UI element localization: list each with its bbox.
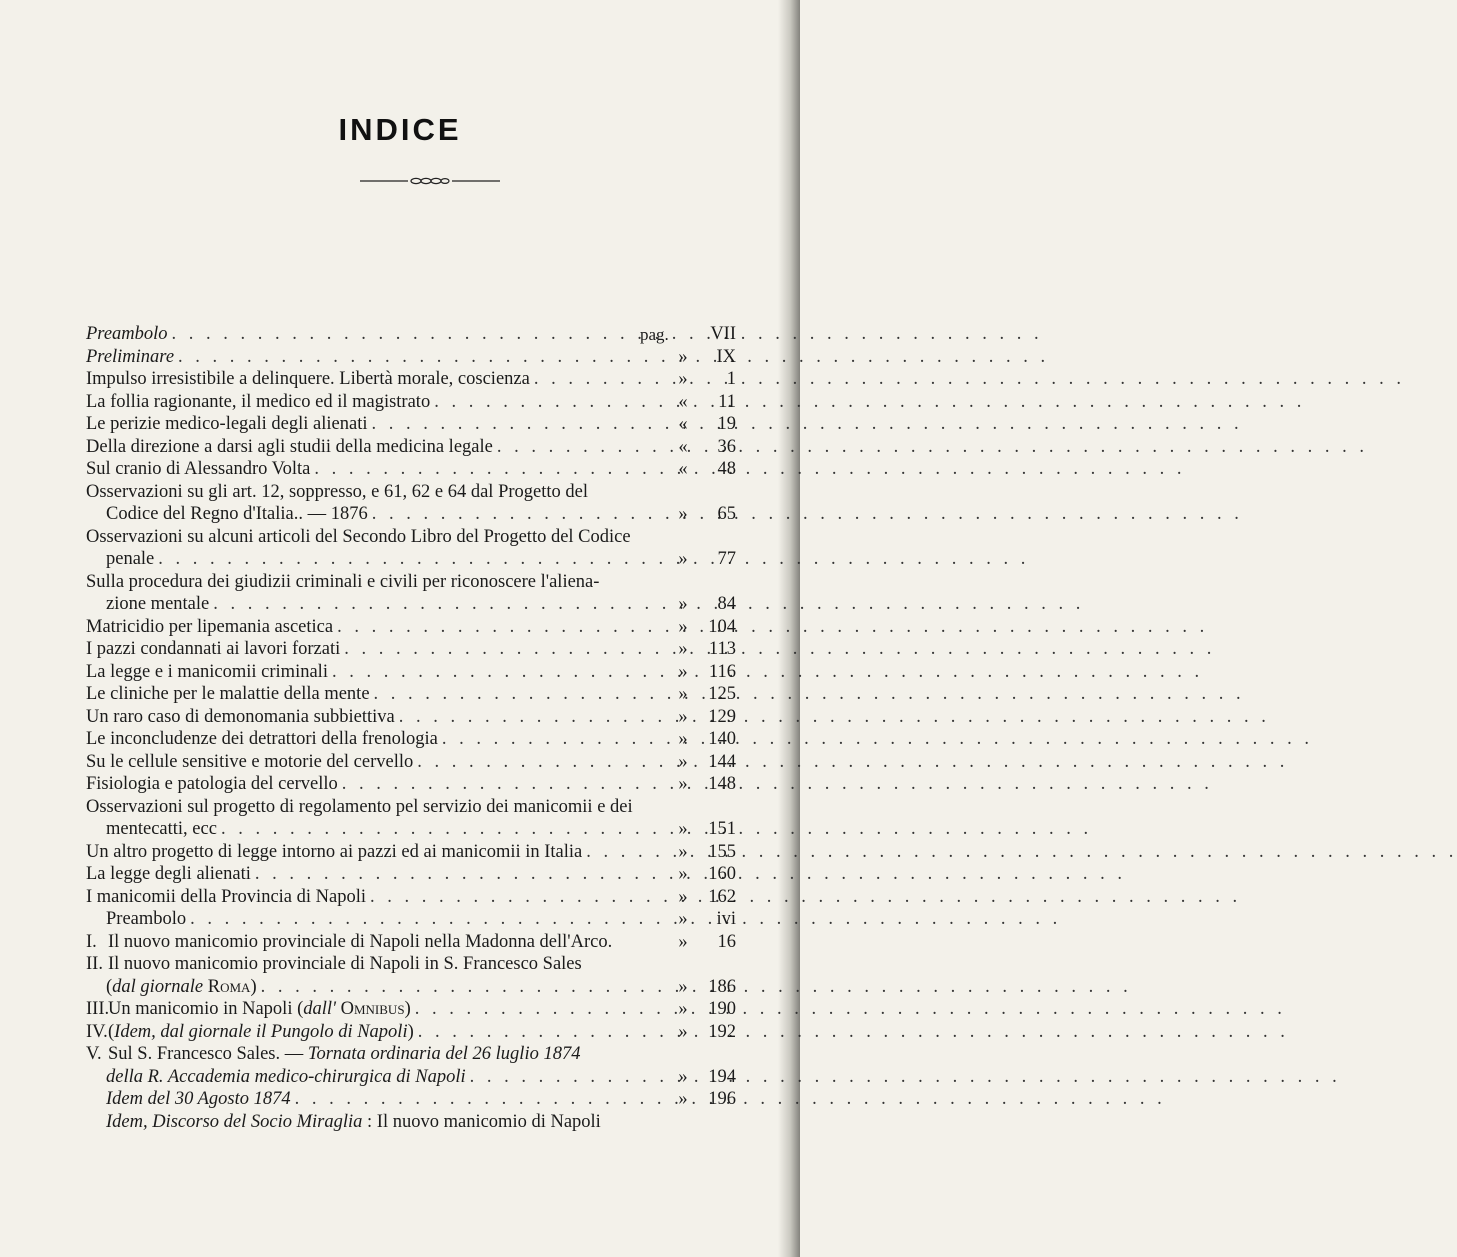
page-number: 186 bbox=[708, 976, 736, 997]
page-number: 155 bbox=[708, 841, 736, 862]
toc-entry-text: (Idem, dal giornale il Pungolo di Napoli) bbox=[108, 1021, 414, 1042]
toc-entry-title bbox=[106, 593, 209, 616]
toc-entry-title bbox=[106, 503, 368, 526]
page-number: 11 bbox=[718, 391, 736, 412]
toc-entry-title bbox=[106, 908, 186, 931]
divider-ornament bbox=[360, 177, 500, 185]
toc-entry bbox=[86, 1021, 736, 1044]
toc-entry-text: Idem del 30 Agosto 1874 bbox=[106, 1089, 291, 1109]
ditto-mark: » bbox=[678, 1066, 688, 1087]
toc-entry-title bbox=[86, 526, 631, 549]
toc-entry-title bbox=[86, 616, 333, 639]
toc-entry bbox=[86, 368, 736, 391]
toc-entry-title bbox=[86, 773, 338, 796]
toc-entry-text: Le inconcludenze dei detrattori della frenologia bbox=[86, 729, 438, 749]
dot-leader bbox=[337, 616, 668, 639]
toc-entry-title bbox=[86, 751, 413, 774]
ditto-mark: « bbox=[678, 436, 688, 457]
toc-entry-text: della R. Accademia medico-chirurgica di Napoli bbox=[106, 1066, 466, 1087]
toc-entry-text: Fisiologia e patologia del cervello bbox=[86, 774, 338, 794]
toc-entry-title bbox=[86, 841, 582, 864]
toc-entry-text: I manicomii della Provincia di Napoli bbox=[86, 886, 367, 907]
toc-entry-text: La legge e i manicomii criminali bbox=[86, 661, 328, 682]
ditto-mark: » bbox=[678, 886, 688, 907]
toc-entry-title bbox=[86, 1043, 580, 1066]
toc-entry-text: Il nuovo manicomio provinciale di Napoli in S. Francesco Sales bbox=[108, 954, 582, 974]
toc-entry bbox=[86, 593, 736, 616]
toc-entry bbox=[86, 706, 736, 729]
toc-entry-title bbox=[86, 323, 168, 346]
ditto-mark: » bbox=[678, 594, 688, 614]
ditto-mark: » bbox=[678, 684, 688, 704]
dot-leader bbox=[586, 841, 668, 864]
page-number: 129 bbox=[708, 706, 736, 727]
dot-leader bbox=[332, 661, 668, 684]
toc-entry bbox=[86, 526, 736, 549]
dot-leader bbox=[178, 346, 668, 369]
toc-entry-title bbox=[86, 481, 588, 504]
ditto-mark: » bbox=[678, 661, 688, 682]
toc-entry bbox=[86, 818, 736, 841]
page-number: 144 bbox=[708, 751, 736, 772]
toc-entry bbox=[86, 796, 736, 819]
toc-entry-number: III. bbox=[86, 999, 110, 1019]
toc-entry bbox=[86, 413, 736, 436]
ditto-mark: » bbox=[678, 774, 688, 794]
ditto-mark: « bbox=[678, 414, 688, 434]
dot-leader bbox=[534, 368, 668, 391]
page-number: 104 bbox=[708, 616, 736, 637]
toc-entry-text: Sulla procedura dei giudizii criminali e civili per riconoscere l'aliena- bbox=[86, 571, 600, 592]
ditto-mark: » bbox=[678, 976, 688, 997]
dot-leader bbox=[295, 1088, 668, 1111]
toc-entry-text: Un manicomio in Napoli (dall' Omnibus) bbox=[108, 999, 411, 1019]
toc-entry-text: Le cliniche per le malattie della mente bbox=[86, 684, 370, 704]
toc-entry-text: Osservazioni su alcuni articoli del Secondo Libro del Progetto del Codice bbox=[86, 526, 631, 547]
toc-entry bbox=[86, 683, 736, 706]
toc-entry-text: Preambolo bbox=[86, 324, 168, 344]
toc-entry bbox=[86, 571, 736, 594]
toc-entry-title bbox=[106, 548, 154, 571]
toc-entry-number: IV. bbox=[86, 1021, 108, 1042]
dot-leader bbox=[434, 391, 668, 414]
toc-entry-text: zione mentale bbox=[106, 594, 210, 614]
dot-leader bbox=[442, 728, 668, 751]
toc-entry bbox=[86, 773, 736, 796]
ditto-mark: » bbox=[678, 616, 688, 637]
toc-entry bbox=[86, 863, 736, 886]
page-number: 151 bbox=[708, 819, 736, 839]
page-number: 113 bbox=[708, 639, 736, 659]
dot-leader bbox=[370, 886, 668, 909]
page-number: 192 bbox=[708, 1021, 736, 1042]
ditto-mark: » bbox=[678, 1021, 688, 1042]
page-number: 77 bbox=[717, 549, 736, 569]
page-number: 48 bbox=[717, 459, 736, 479]
dot-leader bbox=[213, 593, 668, 616]
page-number: 116 bbox=[708, 661, 736, 682]
toc-entry-text: Il nuovo manicomio provinciale di Napoli nella Madonna dell'Arco. bbox=[108, 931, 613, 952]
toc-entry bbox=[86, 1111, 736, 1134]
toc-entry-text: Un altro progetto di legge intorno ai pazzi ed ai manicomii in Italia bbox=[86, 841, 583, 862]
toc-entry-text: Impulso irresistibile a delinquere. Libertà morale, coscienza bbox=[86, 369, 530, 389]
ditto-mark: « bbox=[678, 391, 688, 412]
toc-entry bbox=[86, 346, 736, 369]
toc-entry-title bbox=[86, 638, 340, 661]
toc-entry-title bbox=[86, 998, 411, 1021]
toc-entry-title bbox=[86, 728, 438, 751]
page-number: 140 bbox=[708, 729, 736, 749]
ditto-mark: » bbox=[678, 549, 688, 569]
ditto-mark: » bbox=[678, 729, 688, 749]
toc-entry-number: II. bbox=[86, 954, 103, 974]
toc-entry-title bbox=[106, 818, 217, 841]
page-number: ivi bbox=[716, 909, 736, 929]
dot-leader bbox=[497, 436, 668, 459]
toc-entry-title bbox=[86, 886, 366, 909]
toc-entry-title bbox=[106, 1066, 466, 1089]
toc-entry bbox=[86, 998, 736, 1021]
toc-entry bbox=[86, 481, 736, 504]
toc-entry-title bbox=[86, 863, 251, 886]
dot-leader bbox=[158, 548, 668, 571]
toc-entry-title bbox=[86, 436, 493, 459]
ditto-mark: » bbox=[678, 819, 688, 839]
page-number: 1 bbox=[726, 369, 736, 389]
toc-entry-title bbox=[86, 796, 633, 819]
toc-entry-text: Su le cellule sensitive e motorie del cervello bbox=[86, 751, 414, 772]
page-number: 84 bbox=[717, 594, 736, 614]
toc-entry bbox=[86, 503, 736, 526]
ditto-mark: » bbox=[678, 931, 688, 952]
toc-entry-text: Idem, Discorso del Socio Miraglia : Il nuovo manicomio di Napoli bbox=[106, 1111, 601, 1132]
toc-entry-text: Codice del Regno d'Italia.. — 1876 bbox=[106, 504, 368, 524]
toc-entry-title bbox=[106, 1088, 291, 1111]
page-column-label: pag. bbox=[640, 325, 669, 344]
dot-leader bbox=[371, 413, 668, 436]
dot-leader bbox=[190, 908, 668, 931]
toc-entry bbox=[86, 391, 736, 414]
toc-entry-title bbox=[106, 1111, 601, 1134]
toc-entry bbox=[86, 976, 736, 999]
ditto-mark: » bbox=[678, 1089, 688, 1109]
ditto-mark: » bbox=[678, 706, 688, 727]
toc-entry-text: mentecatti, ecc bbox=[106, 819, 217, 839]
page-number: 162 bbox=[708, 886, 736, 907]
toc-entry-title bbox=[86, 413, 367, 436]
dot-leader bbox=[172, 323, 668, 346]
toc-entry bbox=[86, 548, 736, 571]
dot-leader bbox=[418, 1021, 668, 1044]
page-number: 160 bbox=[708, 864, 736, 884]
page-number: 125 bbox=[708, 684, 736, 704]
dot-leader bbox=[399, 706, 668, 729]
toc-entry-title bbox=[106, 976, 257, 999]
dot-leader bbox=[221, 818, 668, 841]
toc-entry-number: V. bbox=[86, 1044, 102, 1064]
toc-entry bbox=[86, 1088, 736, 1111]
toc-entry bbox=[86, 953, 736, 976]
toc-entry-text: La follia ragionante, il medico ed il magistrato bbox=[86, 391, 431, 412]
toc-entry-title bbox=[86, 683, 370, 706]
toc-entry bbox=[86, 436, 736, 459]
toc-entry-title bbox=[86, 706, 395, 729]
toc-entry-text: Osservazioni su gli art. 12, soppresso, e 61, 62 e 64 dal Progetto del bbox=[86, 481, 588, 502]
toc-entry-title bbox=[86, 931, 612, 954]
toc-entry-text: Della direzione a darsi agli studii della medicina legale bbox=[86, 436, 493, 457]
dot-leader bbox=[342, 773, 668, 796]
toc-entry-text: Sul S. Francesco Sales. — Tornata ordinaria del 26 luglio 1874 bbox=[108, 1044, 581, 1064]
dot-leader bbox=[261, 976, 668, 999]
toc-entry bbox=[86, 1066, 736, 1089]
toc-entry-text: penale bbox=[106, 549, 155, 569]
dot-leader bbox=[417, 751, 668, 774]
toc-entry bbox=[86, 638, 736, 661]
ditto-mark: » bbox=[678, 346, 688, 367]
dot-leader bbox=[255, 863, 668, 886]
toc-entry bbox=[86, 661, 736, 684]
toc-entry-number: I. bbox=[86, 931, 97, 952]
toc-entry-text: Un raro caso di demonomania subbiettiva bbox=[86, 706, 395, 727]
page-number: 65 bbox=[717, 504, 736, 524]
page-title: INDICE bbox=[338, 112, 462, 147]
page-number: 148 bbox=[708, 774, 736, 794]
toc-entry bbox=[86, 323, 736, 346]
page-number: 16 bbox=[717, 931, 736, 952]
toc-entry-text: (dal giornale Roma) bbox=[106, 976, 257, 997]
toc-entry-title bbox=[86, 571, 599, 594]
toc-entry-text: La legge degli alienati bbox=[86, 864, 251, 884]
toc-entry-title bbox=[86, 346, 174, 369]
toc-entry-title bbox=[86, 391, 430, 414]
toc-entry bbox=[86, 886, 736, 909]
toc-entry-title bbox=[86, 458, 310, 481]
toc-entry bbox=[86, 751, 736, 774]
page-number: VII bbox=[710, 324, 736, 344]
dot-leader bbox=[372, 503, 668, 526]
toc-entry bbox=[86, 728, 736, 751]
page-number: 196 bbox=[708, 1089, 736, 1109]
toc-entry-title bbox=[86, 368, 530, 391]
toc-entry-text: Le perizie medico-legali degli alienati bbox=[86, 414, 368, 434]
table-of-contents bbox=[86, 323, 736, 1133]
toc-entry bbox=[86, 458, 736, 481]
dot-leader bbox=[344, 638, 668, 661]
toc-entry-text: Matricidio per lipemania ascetica bbox=[86, 616, 334, 637]
ditto-mark: » bbox=[678, 639, 688, 659]
toc-entry-title bbox=[86, 953, 582, 976]
toc-entry bbox=[86, 1043, 736, 1066]
ditto-mark: » bbox=[678, 369, 688, 389]
toc-entry bbox=[86, 616, 736, 639]
toc-entry-text: Osservazioni sul progetto di regolamento pel servizio dei manicomii e dei bbox=[86, 796, 633, 817]
toc-entry bbox=[86, 841, 736, 864]
page-number: 36 bbox=[717, 436, 736, 457]
dot-leader bbox=[415, 998, 668, 1021]
dot-leader bbox=[314, 458, 668, 481]
ditto-mark: « bbox=[678, 459, 688, 479]
toc-entry-title bbox=[86, 1021, 414, 1044]
dot-leader bbox=[374, 683, 668, 706]
ditto-mark: » bbox=[678, 909, 688, 929]
page-number: 190 bbox=[708, 999, 736, 1019]
toc-entry-text: Preambolo bbox=[106, 909, 187, 929]
dot-leader bbox=[470, 1066, 668, 1089]
toc-entry-text: I pazzi condannati ai lavori forzati bbox=[86, 639, 341, 659]
ditto-mark: » bbox=[678, 864, 688, 884]
toc-entry-text: Sul cranio di Alessandro Volta bbox=[86, 459, 311, 479]
ditto-mark: » bbox=[678, 504, 688, 524]
toc-entry-title bbox=[86, 661, 328, 684]
ditto-mark: » bbox=[678, 999, 688, 1019]
toc-entry bbox=[86, 908, 736, 931]
toc-entry bbox=[86, 931, 736, 954]
ditto-mark: » bbox=[678, 841, 688, 862]
page-number: 194 bbox=[708, 1066, 736, 1087]
ditto-mark: » bbox=[678, 751, 688, 772]
toc-entry-text: Preliminare bbox=[86, 346, 175, 367]
page-number: IX bbox=[716, 346, 736, 367]
page-number: 19 bbox=[717, 414, 736, 434]
